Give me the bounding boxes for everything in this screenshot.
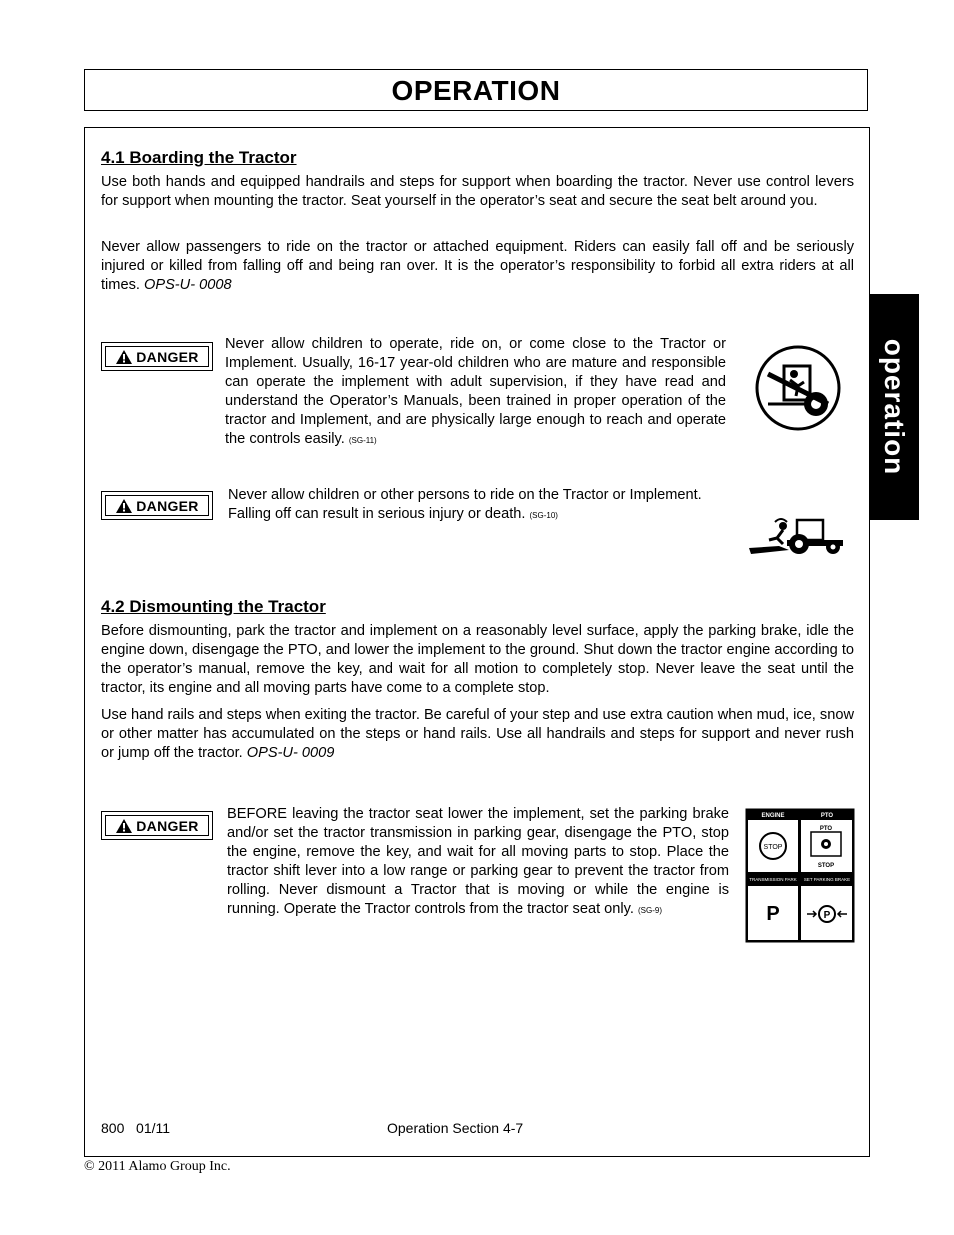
decal-park-p: P [766, 903, 780, 925]
page-title: OPERATION [391, 75, 561, 106]
section-heading-boarding: 4.1 Boarding the Tractor [101, 148, 297, 167]
decal-set-parking-brake: SET PARKING BRAKE [803, 877, 851, 882]
danger-word: DANGER [136, 497, 199, 514]
danger-text-2: Never allow children or other persons to ride on the Tractor or Implement. Falling off can result in serious injury or death. (SG-10) [228, 487, 702, 522]
danger-word: DANGER [136, 348, 199, 365]
no-children-tractor-icon [754, 344, 842, 432]
side-tab-label: operation [879, 338, 910, 476]
boarding-paragraph-1: Use both hands and equipped handrails and steps for support when boarding the tractor. Never use control levers for support when mounting the tractor. Seat yourself in the operator’s seat and secure the seat belt around you. [101, 174, 854, 209]
warning-triangle-icon [115, 498, 133, 514]
danger-code-1: (SG-11) [348, 436, 377, 445]
section-heading-dismounting: 4.2 Dismounting the Tractor [101, 597, 326, 616]
danger-label-3 [101, 811, 213, 840]
footer-page-number: Operation Section 4-7 [387, 1120, 524, 1136]
dismounting-paragraph-2: Use hand rails and steps when exiting the tractor. Be careful of your step and use extra caution when mud, ice, snow or other matter has accumulated on the steps or hand rails. Use all handrails and steps for support and never rush or jump off the tractor. OPS-U- 0009 [101, 707, 854, 761]
header-box [84, 69, 868, 111]
decal-engine-label: ENGINE [761, 813, 785, 819]
warning-triangle-icon [115, 349, 133, 365]
dismounting-paragraph-1: Before dismounting, park the tractor and implement on a reasonably level surface, apply the parking brake, idle the engine down, disengage the PTO, and lower the implement to the ground. Shut down the tractor engine according to the operator’s manual, remove the key, and wait for all motion to completely stop. Never leave the seat until the tractor, its engine and all moving parts have come to a complete stop. [101, 623, 854, 696]
decal-pto-label: PTO [820, 813, 834, 819]
side-tab [869, 294, 919, 520]
decal-stop-pto: STOP [817, 863, 835, 869]
danger-word: DANGER [136, 817, 199, 834]
danger-text-3: BEFORE leaving the tractor seat lower the implement, set the parking brake and/or set the tractor transmission in parking gear, disengage the PTO, stop the engine, remove the key, and wait for all moving parts to stop. Place the tractor shift lever into a low range or parking gear to prevent the tractor from rolling. Never dismount a Tractor that is moving or while the engine is running. Operate the Tractor controls from the tractor seat only. (SG-9) [227, 806, 729, 917]
danger-code-2: (SG-10) [529, 511, 558, 520]
decal-transmission-park: TRANSMISSION PARK [749, 877, 797, 882]
danger-label-1 [101, 342, 213, 371]
rider-falling-tractor-icon [747, 512, 845, 556]
danger-label-2 [101, 491, 213, 520]
tractor-controls-decal [745, 808, 855, 943]
boarding-ops-code: OPS-U- 0008 [143, 277, 232, 293]
danger-code-3: (SG-9) [637, 906, 662, 915]
copyright: © 2011 Alamo Group Inc. [84, 1159, 231, 1174]
decal-stop-engine: STOP [763, 844, 783, 851]
boarding-paragraph-2: Never allow passengers to ride on the tractor or attached equipment. Riders can easily fall off and be seriously injured or killed from falling off and being ran over. It is the operator’s responsibility to forbid all extra riders at all times. OPS-U- 0008 [101, 239, 854, 293]
decal-brake-p: P [823, 910, 831, 921]
danger-text-1: Never allow children to operate, ride on, or come close to the Tractor or Implement. Usually, 16-17 year-old children who are mature and responsible can operate the implement with adult supervision, if they have read and understand the Operator’s Manuals, been trained in proper operation of the tractor and Implement, and are physically large enough to reach and operate the controls easily. (SG-11) [225, 336, 726, 447]
decal-pto-small: PTO [819, 826, 833, 832]
dismounting-ops-code: OPS-U- 0009 [246, 745, 335, 761]
footer-model-date: 800 01/11 [101, 1120, 171, 1136]
warning-triangle-icon [115, 818, 133, 834]
